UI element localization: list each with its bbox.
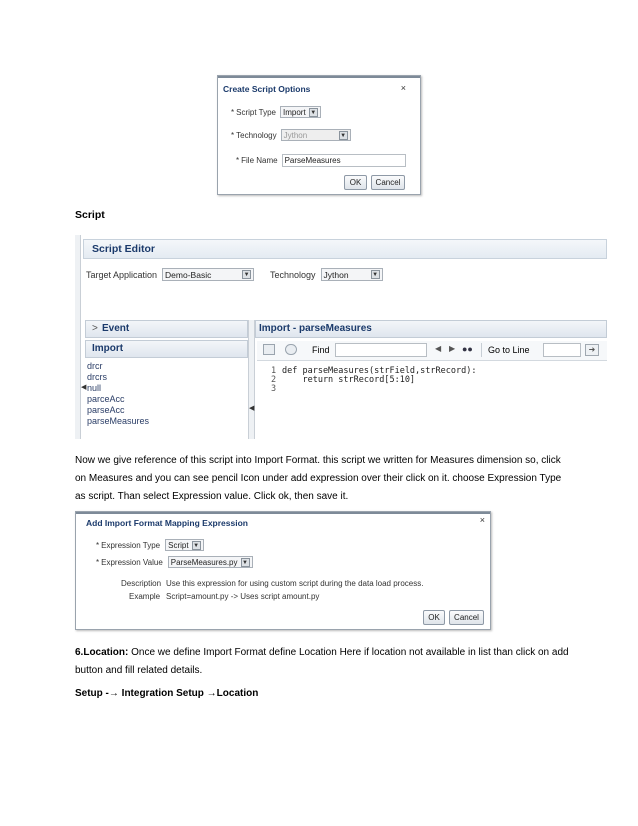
code-line[interactable]: return strRecord[5:10] — [282, 375, 416, 385]
binoculars-icon[interactable]: ●● — [462, 344, 473, 354]
comment-icon[interactable] — [285, 344, 297, 355]
find-label: Find — [312, 345, 330, 355]
location-paragraph — [75, 644, 570, 680]
instruction-paragraph: Now we give reference of this script into Import Format. this script we written for Measures dimension so, click on Measures and you can see pencil Icon under add expression over their click on it. choose Expression Type as script. Than select Expression value. Click ok, then save it. — [75, 455, 562, 502]
line-number: 1 — [271, 366, 277, 376]
technology-row — [231, 129, 351, 141]
list-item[interactable]: drcr — [87, 361, 103, 371]
chevron-down-icon[interactable]: ▼ — [372, 272, 379, 278]
script-type-label: Script Type — [236, 107, 276, 117]
add-import-format-mapping-expression-dialog — [75, 511, 491, 630]
left-scroll-strip[interactable] — [75, 235, 81, 439]
file-name-label: File Name — [241, 156, 278, 165]
target-application-select[interactable] — [162, 268, 254, 281]
script-type-row — [231, 106, 321, 118]
technology-label: Technology — [270, 269, 316, 280]
chevron-down-icon[interactable]: ▼ — [242, 559, 248, 566]
dialog-top-rule — [76, 512, 490, 514]
script-editor-screenshot — [75, 235, 607, 439]
go-arrow-icon[interactable]: ➜ — [585, 344, 599, 356]
setup-breadcrumb — [75, 688, 258, 699]
script-type-select[interactable] — [280, 106, 321, 118]
cancel-button[interactable]: Cancel — [371, 175, 405, 190]
required-marker: * — [231, 107, 235, 117]
example-value: Script=amount.py -> Uses script amount.py — [166, 592, 320, 601]
target-application-value: Demo-Basic — [165, 269, 212, 280]
script-type-value: Import — [283, 107, 306, 117]
technology-value: Jython — [323, 269, 349, 280]
required-marker: * — [231, 130, 235, 140]
line-number: 3 — [271, 384, 277, 394]
close-icon[interactable]: × — [400, 83, 406, 93]
close-icon[interactable]: × — [479, 515, 485, 525]
arrow-right-icon: → — [108, 688, 119, 699]
import-label: Import — [92, 343, 124, 354]
line-number: 2 — [271, 375, 277, 385]
required-marker: * — [96, 557, 100, 567]
dialog-top-rule — [218, 76, 420, 78]
code-panel-title: Import - parseMeasures — [259, 323, 372, 334]
ok-button[interactable]: OK — [423, 610, 445, 625]
technology-select[interactable] — [281, 129, 351, 141]
description-value: Use this expression for using custom script during the data load process. — [166, 579, 424, 588]
location-text: Once we define Import Format define Location Here if location not available in list than click on add button and fill related details. — [75, 647, 569, 676]
chevron-down-icon[interactable]: ▼ — [243, 272, 250, 278]
code-panel-header — [255, 320, 607, 338]
script-editor-title: Script Editor — [92, 243, 156, 255]
technology-value: Jython — [283, 130, 308, 140]
arrow-right-icon: → — [206, 688, 217, 699]
expression-value-value: ParseMeasures.py — [170, 557, 238, 567]
section-heading-script: Script — [75, 209, 105, 221]
chevron-right-icon[interactable]: > — [92, 323, 98, 334]
location-label: Location — [216, 688, 259, 699]
expression-type-label: Expression Type — [101, 540, 161, 550]
expression-type-select[interactable] — [165, 539, 203, 551]
target-application-row — [86, 268, 254, 281]
list-item[interactable]: parseAcc — [87, 405, 125, 415]
goto-line-input[interactable] — [543, 343, 581, 357]
list-item[interactable]: parceAcc — [87, 394, 125, 404]
dialog-title: Create Script Options — [223, 84, 311, 94]
expression-value-row — [96, 556, 253, 568]
splitter-arrow-icon[interactable]: ◀ — [81, 384, 87, 391]
expression-value-select[interactable] — [168, 556, 253, 568]
import-panel-header[interactable] — [85, 340, 248, 358]
code-line[interactable]: def parseMeasures(strField,strRecord): — [282, 366, 477, 376]
chevron-down-icon[interactable]: ▼ — [340, 132, 347, 139]
find-next-icon[interactable]: ▶ — [449, 344, 456, 353]
example-label: Example — [129, 592, 161, 601]
location-heading: 6.Location: — [75, 647, 129, 658]
script-editor-header — [83, 239, 607, 259]
expression-value-label: Expression Value — [101, 557, 163, 567]
description-label: Description — [121, 579, 162, 588]
list-item[interactable]: null — [87, 383, 102, 393]
target-application-label: Target Application — [86, 269, 158, 280]
list-item[interactable]: drcrs — [87, 372, 107, 382]
collapse-arrow-icon[interactable]: ◀ — [249, 405, 255, 412]
find-input[interactable] — [335, 343, 427, 357]
file-name-input[interactable]: ParseMeasures — [282, 154, 406, 167]
required-marker: * — [236, 156, 240, 165]
technology-label: Technology — [236, 130, 277, 140]
expression-type-row — [96, 539, 204, 551]
ok-button[interactable]: OK — [344, 175, 367, 190]
file-name-row — [236, 154, 406, 167]
code-toolbar — [257, 341, 607, 361]
list-item[interactable]: parseMeasures — [87, 416, 150, 426]
event-label: Event — [102, 323, 130, 334]
required-marker: * — [96, 540, 100, 550]
chevron-down-icon[interactable]: ▼ — [193, 542, 200, 549]
cancel-button[interactable]: Cancel — [449, 610, 484, 625]
toolbar-separator — [481, 343, 482, 357]
technology-select[interactable] — [321, 268, 383, 281]
integration-setup-label: Integration Setup — [118, 688, 207, 699]
expression-type-value: Script — [168, 540, 189, 550]
create-script-options-dialog — [217, 75, 421, 195]
goto-line-label: Go to Line — [488, 345, 530, 355]
dialog-title: Add Import Format Mapping Expression — [86, 518, 248, 528]
find-prev-icon[interactable]: ◀ — [435, 344, 442, 353]
chevron-down-icon[interactable]: ▼ — [310, 109, 317, 116]
edit-icon[interactable] — [263, 344, 275, 355]
technology-row — [270, 268, 383, 281]
panel-splitter[interactable] — [248, 320, 255, 439]
setup-label: Setup - — [75, 688, 109, 699]
event-panel-header[interactable] — [85, 320, 248, 338]
